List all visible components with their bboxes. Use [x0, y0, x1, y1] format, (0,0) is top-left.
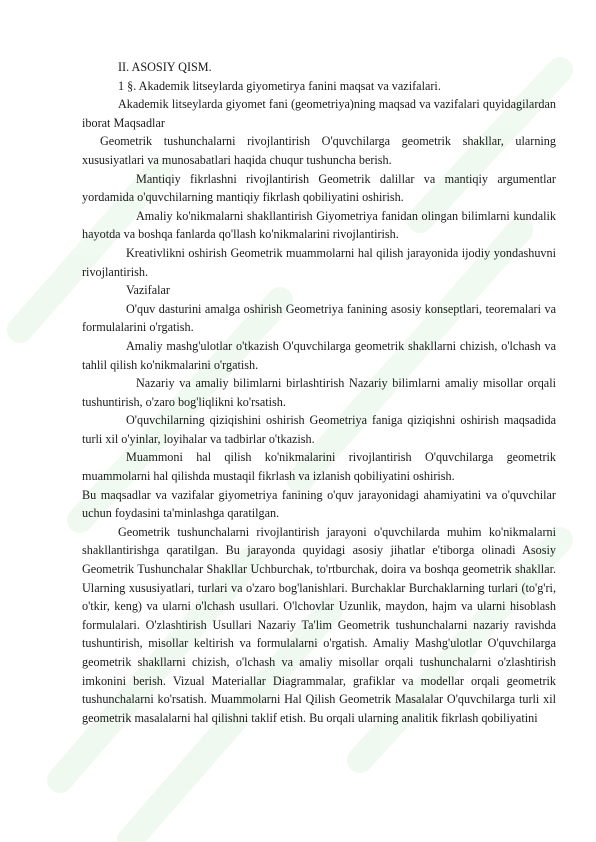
paragraph: Akademik litseylarda giyomet fani (geometriya)ning maqsad va vazifalari quyidagilardan iborat Maqsadlar [82, 97, 556, 130]
section-title: 1 §. Akademik litseylarda giyometirya fanini maqsat va vazifalari. [118, 78, 441, 93]
paragraph: Muammoni hal qilish ko'nikmalarini rivojlantirish O'quvchilarga geometrik muammolarni hal qilishda mustaqil fikrlash va izlanish qobiliyatini oshirish. [82, 450, 556, 484]
paragraph: O'quv dasturini amalga oshirish Geometriya fanining asosiy konseptlari, teoremalari va formulalarini o'rgatish. [82, 301, 556, 335]
paragraph: Geometrik tushunchalarni rivojlantirish O'quvchilarga geometrik shakllar, ularning xususiyatlari va munosabatlari haqida chuqur tushuncha berish. [82, 134, 556, 167]
paragraph: Amaliy mashg'ulotlar o'tkazish O'quvchilarga geometrik shakllarni chizish, o'lchash va tahlil qilish ko'nikmalarini o'rgatish. [82, 338, 556, 372]
paragraph: Mantiqiy fikrlashni rivojlantirish Geometrik dalillar va mantiqiy argumentlar yordamida o'quvchilarning mantiqiy fikrlash qobiliyatini oshirish. [82, 171, 556, 205]
paragraph: O'quvchilarning qiziqishini oshirish Geometriya faniga qiziqishni oshirish maqsadida turli xil o'yinlar, loyihalar va tadbirlar o'tkazish. [82, 413, 556, 446]
heading: II. ASOSIY QISM. [118, 60, 212, 74]
paragraph: Kreativlikni oshirish Geometrik muammolarni hal qilish jarayonida ijodiy yondashuvni rivojlantirish. [82, 245, 556, 279]
paragraph: Vazifalar [126, 283, 170, 298]
paragraph: Nazariy va amaliy bilimlarni birlashtirish Nazariy bilimlarni amaliy misollar orqali tushuntirish, o'zaro bog'liqlikni ko'rsatish. [82, 376, 556, 409]
paragraph: Geometrik tushunchalarni rivojlantirish jarayoni o'quvchilarda muhim ko'nikmalarni shakllantirishga qaratilgan. Bu jarayonda quyidagi asosiy jihatlar e'tiborga olinadi Asosiy Geometrik Tushunchalar Shakllar Uchburchak, to'rtburchak, doira va boshqa geometrik shakllar. Ularning xususiyatlari, turlari va o'zaro bog'lanishlari. Burchaklar Burchaklarning turlari (to'g'ri, o'tkir, keng) va ularni o'lchash usullari. O'lchovlar Uzunlik, maydon, hajm va ularni hisoblash formulalari. O'zlashtirish Usullari Nazariy Ta'lim Geometrik tushunchalarni nazariy ravishda tushuntirish, misollar keltirish va formulalarni o'rgatish. Amaliy Mashg'ulotlar O'quvchilarga geometrik shakllarni chizish, o'lchash va amaliy misollar orqali tushunchalarni o'zlashtirish imkonini berish. Vizual Materiallar Diagrammalar, grafiklar va modellar orqali geometrik tushunchalarni ko'rsatish. Muammolarni Hal Qilish Geometrik Masalalar O'quvchilarga turli xil geometrik masalalarni hal qilishni taklif etish. Bu orqali ularning analitik fikrlash qobiliyatini [82, 524, 556, 725]
paragraph: Amaliy ko'nikmalarni shakllantirish Giyometriya fanidan olingan bilimlarni kundalik hayotda va boshqa fanlarda qo'llash ko'nikmalarini rivojlantirish. [82, 208, 556, 242]
paragraph: Bu maqsadlar va vazifalar giyometriya fanining o'quv jarayonidagi ahamiyatini va o'quvchilar uchun foydasini ta'minlashga qaratilgan. [82, 487, 556, 521]
document-body [82, 58, 556, 727]
